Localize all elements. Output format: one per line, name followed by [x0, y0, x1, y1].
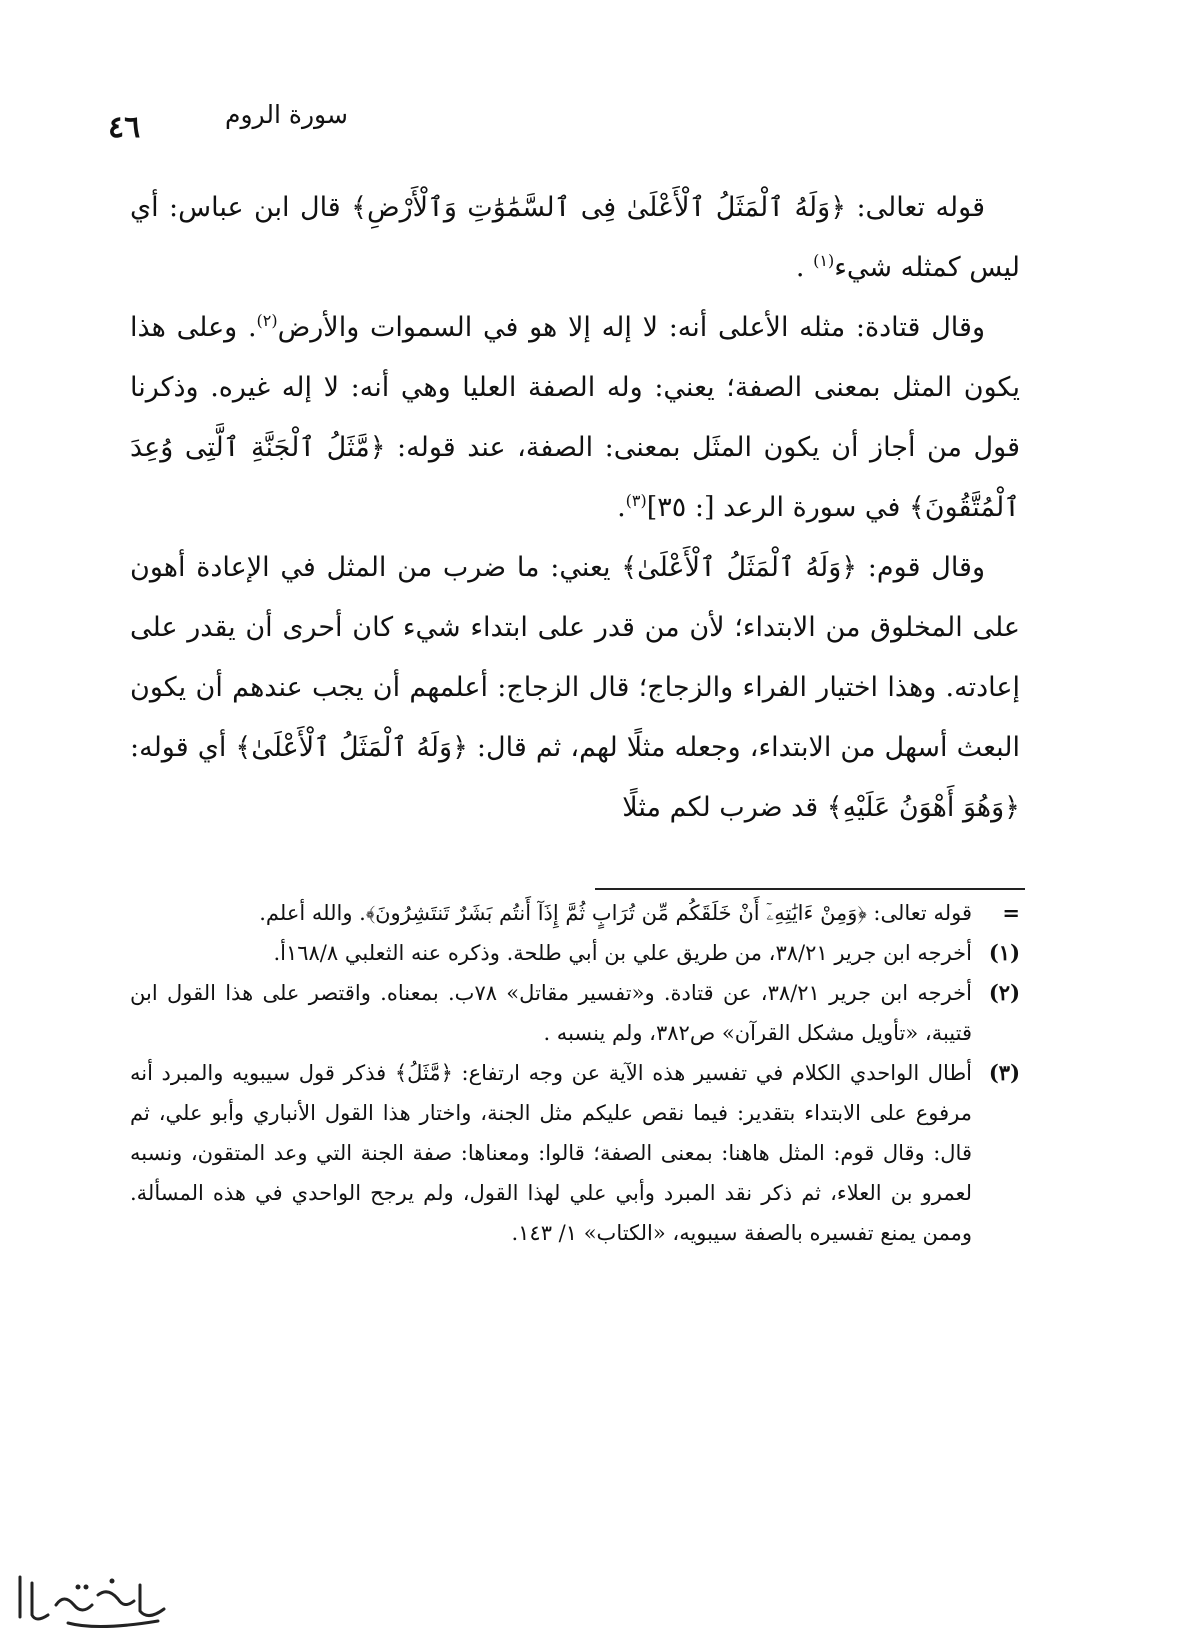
quran-verse: ﴿وَلَهُ ٱلْمَثَلُ ٱلْأَعْلَىٰ فِى ٱلسَّمَٰوَٰتِ وَٱلْأَرْضِ﴾ — [351, 192, 847, 223]
quran-verse: ﴿وَلَهُ ٱلْمَثَلُ ٱلْأَعْلَىٰ﴾ — [235, 732, 468, 763]
quran-verse: ﴿وَهُوَ أَهْوَنُ عَلَيْهِ﴾ — [826, 792, 1020, 823]
text-span: . والله أعلم. — [259, 901, 366, 925]
footnote-text — [130, 893, 972, 933]
text-span: . وعلى هذا يكون المثل بمعنى الصفة؛ يعني: وله الصفة العليا وهي أنه: لا إله غيره. وذكرنا قول من أجاز أن يكون المثَل بمعنى: الصفة، عند قوله: — [130, 312, 1020, 463]
publisher-logo — [8, 1565, 178, 1640]
paragraph-3 — [130, 538, 1020, 838]
text-span: فذكر قول سيبويه والمبرد أنه مرفوع على الابتداء بتقدير: فيما نقص عليكم مثل الجنة، واختار هذا القول الأنباري وأبو علي، ثم قال: وقال قوم: المثل هاهنا: بمعنى الصفة؛ قالوا: ومعناها: صفة الجنة التي وعد المتقون، ونسبه لعمرو بن العلاء، ثم ذكر نقد المبرد وأبي علي لهذا القول، ولم يرجح الواحدي في هذه المسألة. وممن يمنع تفسيره بالصفة سيبويه، «الكتاب» ١/ ١٤٣. — [130, 1061, 972, 1245]
text-span: في سورة الرعد [: ٣٥] — [646, 492, 909, 523]
quran-verse: ﴿وَمِنْ ءَايَٰتِهِۦٓ أَنْ خَلَقَكُم مِّن تُرَابٍ ثُمَّ إِذَآ أَنتُم بَشَرٌ تَنتَشِرُونَ﴾ — [365, 901, 867, 925]
footnotes — [130, 893, 1020, 1253]
footnote-1 — [130, 933, 1020, 973]
text-span: قال ابن عباس: أي ليس كمثله شيء — [130, 192, 1020, 283]
text-span: قد ضرب لكم مثلًا — [622, 792, 827, 823]
quran-verse: ﴿وَلَهُ ٱلْمَثَلُ ٱلْأَعْلَىٰ﴾ — [621, 552, 858, 583]
text-span: . — [795, 252, 814, 283]
footnote-ref-2[interactable]: (٢) — [256, 311, 278, 330]
chapter-title: سورة الروم — [225, 100, 348, 129]
footnote-ref-3[interactable]: (٣) — [625, 491, 647, 510]
text-span: قوله تعالى: — [846, 192, 985, 223]
quran-verse: ﴿مَّثَلُ ٱلْجَنَّةِ ٱلَّتِى وُعِدَ ٱلْمُتَّقُونَ﴾ — [130, 432, 1020, 523]
text-span: أطال الواحدي الكلام في تفسير هذه الآية عن وجه ارتفاع: — [452, 1061, 972, 1085]
footnote-3 — [130, 1053, 1020, 1253]
text-span: . — [617, 492, 626, 523]
text-span: قوله تعالى: — [866, 901, 972, 925]
footnote-2 — [130, 973, 1020, 1053]
footnote-text: أخرجه ابن جرير ٣٨/٢١، من طريق علي بن أبي طلحة. وذكره عنه الثعلبي ١٦٨/٨أ. — [273, 941, 972, 965]
footnote-number: (٣) — [988, 1060, 1020, 1085]
footnote-separator — [595, 888, 1025, 890]
footnote-ref-1[interactable]: (١) — [813, 251, 835, 270]
paragraph-1 — [130, 178, 1020, 298]
page-number: ٤٦ — [108, 110, 141, 145]
footnote-number: (٢) — [988, 980, 1020, 1005]
text-span: يعني: ما ضرب من المثل في الإعادة أهون على المخلوق من الابتداء؛ لأن من قدر على ابتداء شيء كان أحرى أن يقدر على إعادته. وهذا اختيار الفراء والزجاج؛ قال الزجاج: أعلمهم أن يجب عندهم أن يكون البعث أسهل من الابتداء، وجعله مثلًا لهم، ثم قال: — [130, 552, 1020, 763]
text-span: وقال قتادة: مثله الأعلى أنه: لا إله إلا هو في السموات والأرض — [277, 312, 985, 343]
paragraph-2 — [130, 298, 1020, 538]
footnote-text — [130, 1053, 972, 1253]
text-span: أي قوله: — [130, 732, 236, 763]
footnote-continuation — [130, 893, 1020, 933]
footnote-text: أخرجه ابن جرير ٣٨/٢١، عن قتادة. و«تفسير مقاتل» ٧٨ب. بمعناه. واقتصر على هذا القول ابن قتيبة، «تأويل مشكل القرآن» ص٣٨٢، ولم ينسبه . — [130, 981, 972, 1045]
quran-verse: ﴿مَّثَلُ﴾ — [394, 1061, 453, 1085]
main-text — [130, 178, 1020, 838]
footnote-number: (١) — [988, 940, 1020, 965]
footnote-number: = — [1002, 900, 1020, 925]
text-span: وقال قوم: — [857, 552, 985, 583]
